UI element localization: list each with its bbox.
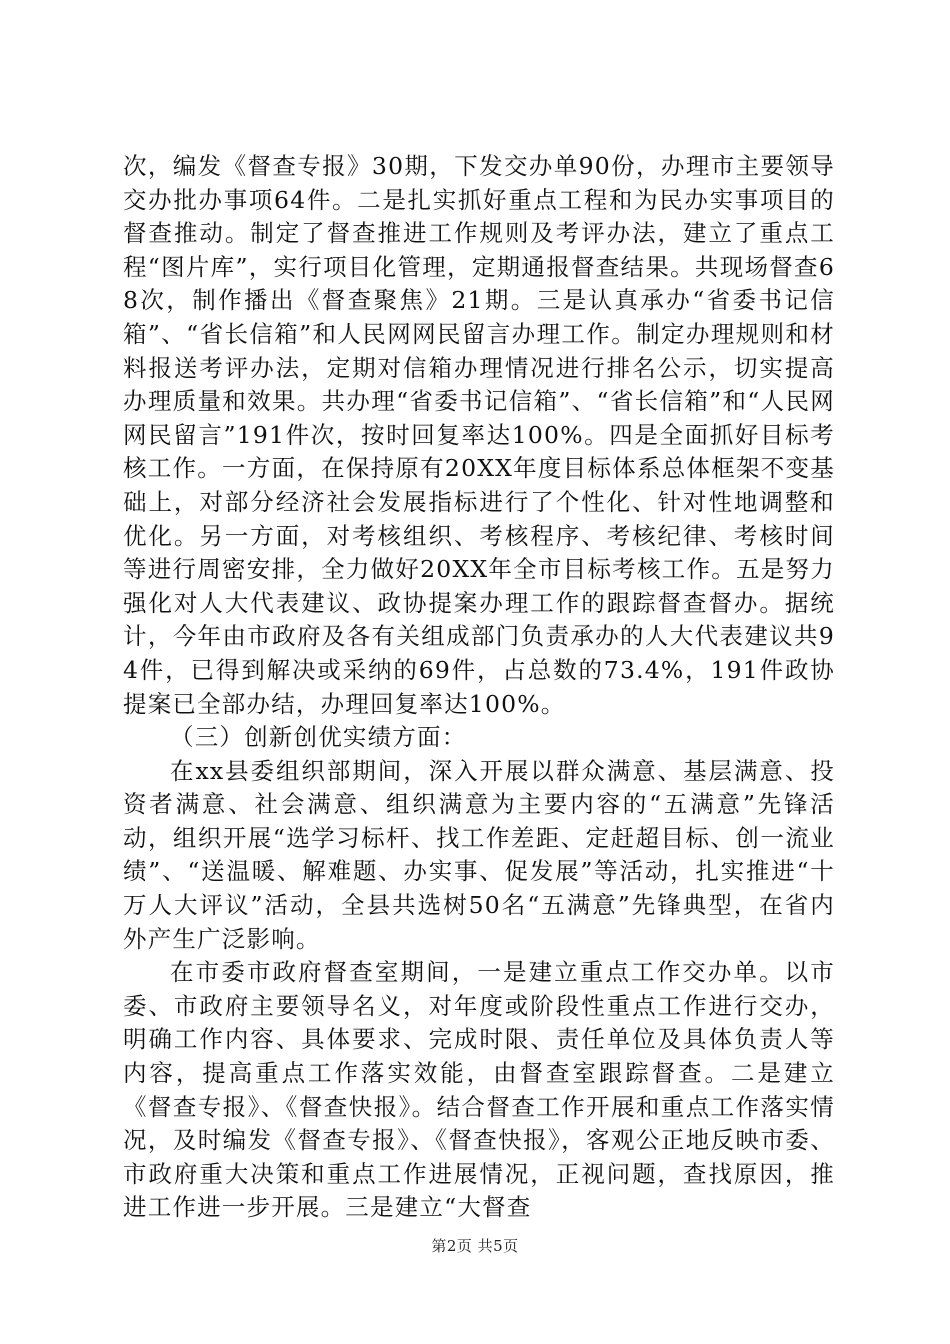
- paragraph-continuation: 次，编发《督查专报》30期，下发交办单90份，办理市主要领导交办批办事项64件。二是扎实抓好重点工程和为民办实事项目的督查推动。制定了督查推进工作规则及考评办法，建立了重点工程“图片库”，实行项目化管理，定期通报督查结果。共现场督查68次，制作播出《督查聚焦》21期。三是认真承办“省委书记信箱”、“省长信箱”和人民网网民留言办理工作。制定办理规则和材料报送考评办法，定期对信箱办理情况进行排名公示，切实提高办理质量和效果。共办理“省委书记信箱”、“省长信箱”和“人民网网民留言”191件次，按时回复率达100%。四是全面抓好目标考核工作。一方面，在保持原有20XX年度目标体系总体框架不变基础上，对部分经济社会发展指标进行了个性化、针对性地调整和优化。另一方面，对考核组织、考核程序、考核纪律、考核时间等进行周密安排，全力做好20XX年全市目标考核工作。五是努力强化对人大代表建议、政协提案办理工作的跟踪督查督办。据统计，今年由市政府及各有关组成部门负责承办的人大代表建议共94件，已得到解决或采纳的69件，占总数的73.4%，191件政协提案已全部办结，办理回复率达100%。: [123, 152, 835, 718]
- paragraph-supervision-office: 在市委市政府督查室期间，一是建立重点工作交办单。以市委、市政府主要领导名义，对年度或阶段性重点工作进行交办，明确工作内容、具体要求、完成时限、责任单位及具体负责人等内容，提高重点工作落实效能，由督查室跟踪督查。二是建立《督查专报》、《督查快报》。结合督查工作开展和重点工作落实情况，及时编发《督查专报》、《督查快报》，客观公正地反映市委、市政府重大决策和重点工作进展情况，正视问题，查找原因，推进工作进一步开展。三是建立“大督查: [123, 958, 835, 1222]
- document-body: [123, 150, 835, 1225]
- page-footer: 第2页 共5页: [431, 1237, 519, 1255]
- paragraph-county-org-dept: 在xx县委组织部期间，深入开展以群众满意、基层满意、投资者满意、社会满意、组织满意为主要内容的“五满意”先锋活动，组织开展“选学习标杆、找工作差距、定赶超目标、创一流业绩”、“送温暖、解难题、办实事、促发展”等活动，扎实推进“十万人大评议”活动，全县共选树50名“五满意”先锋典型，在省内外产生广泛影响。: [123, 756, 835, 953]
- section-heading: （三）创新创优实绩方面：: [170, 723, 467, 752]
